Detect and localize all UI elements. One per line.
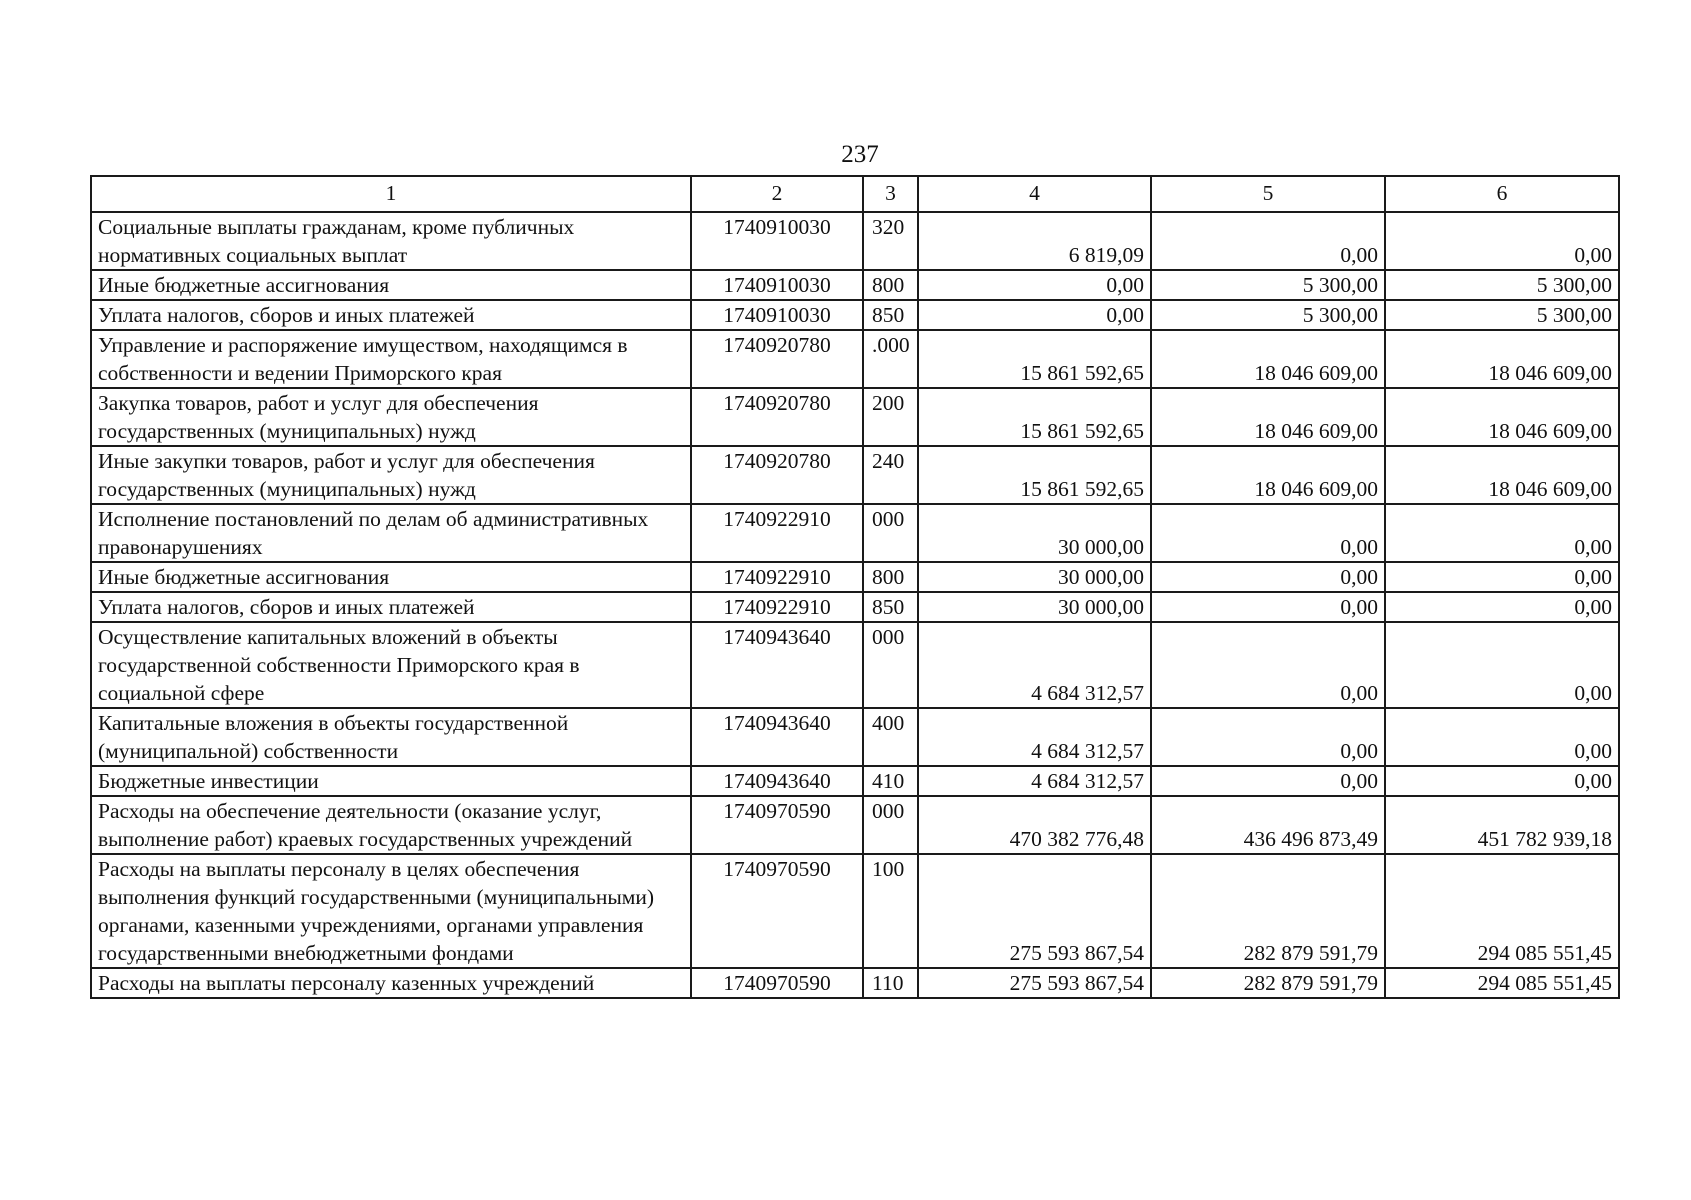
table-row: [91, 708, 1619, 766]
target-article-code-cell: 1740922910: [691, 562, 863, 592]
column-header: 3: [863, 176, 918, 212]
amount-col5-cell: 436 496 873,49: [1151, 796, 1385, 854]
amount-col6-cell: 0,00: [1385, 504, 1619, 562]
target-article-code-cell: 1740970590: [691, 796, 863, 854]
expense-name-cell: Уплата налогов, сборов и иных платежей: [91, 592, 691, 622]
table-body: [91, 212, 1619, 998]
table-row: [91, 766, 1619, 796]
expense-name-cell: Расходы на выплаты персоналу казенных учреждений: [91, 968, 691, 998]
table-row: [91, 504, 1619, 562]
expense-name-cell: Расходы на выплаты персоналу в целях обеспечения выполнения функций государственными (муниципальными) органами, казенными учреждениями, органами управления государственными внебюджетными фондами: [91, 854, 691, 968]
expense-type-code-cell: 400: [863, 708, 918, 766]
table-row: [91, 212, 1619, 270]
amount-col6-cell: 0,00: [1385, 708, 1619, 766]
amount-col5-cell: 282 879 591,79: [1151, 968, 1385, 998]
page-number: 237: [841, 141, 879, 168]
amount-col4-cell: 4 684 312,57: [918, 622, 1151, 708]
amount-col6-cell: 18 046 609,00: [1385, 446, 1619, 504]
amount-col6-cell: 0,00: [1385, 212, 1619, 270]
table-row: [91, 300, 1619, 330]
expense-type-code-cell: 850: [863, 592, 918, 622]
expense-type-code-cell: 200: [863, 388, 918, 446]
expense-name-cell: Закупка товаров, работ и услуг для обеспечения государственных (муниципальных) нужд: [91, 388, 691, 446]
amount-col6-cell: 294 085 551,45: [1385, 854, 1619, 968]
expense-name-cell: Иные закупки товаров, работ и услуг для обеспечения государственных (муниципальных) нужд: [91, 446, 691, 504]
amount-col5-cell: 18 046 609,00: [1151, 388, 1385, 446]
table-row: [91, 592, 1619, 622]
expense-name-cell: Исполнение постановлений по делам об административных правонарушениях: [91, 504, 691, 562]
amount-col4-cell: 30 000,00: [918, 592, 1151, 622]
amount-col5-cell: 0,00: [1151, 504, 1385, 562]
target-article-code-cell: 1740910030: [691, 212, 863, 270]
table-row: [91, 854, 1619, 968]
amount-col5-cell: 0,00: [1151, 562, 1385, 592]
amount-col5-cell: 5 300,00: [1151, 270, 1385, 300]
expense-name-cell: Расходы на обеспечение деятельности (оказание услуг, выполнение работ) краевых государственных учреждений: [91, 796, 691, 854]
expense-name-cell: Иные бюджетные ассигнования: [91, 562, 691, 592]
amount-col6-cell: 294 085 551,45: [1385, 968, 1619, 998]
amount-col6-cell: 0,00: [1385, 622, 1619, 708]
table-row: [91, 562, 1619, 592]
expense-name-cell: Бюджетные инвестиции: [91, 766, 691, 796]
amount-col4-cell: 30 000,00: [918, 562, 1151, 592]
expense-type-code-cell: 800: [863, 270, 918, 300]
table-header-row: [91, 176, 1619, 212]
table-row: [91, 388, 1619, 446]
expense-type-code-cell: 000: [863, 796, 918, 854]
amount-col5-cell: 5 300,00: [1151, 300, 1385, 330]
amount-col4-cell: 15 861 592,65: [918, 330, 1151, 388]
amount-col6-cell: 5 300,00: [1385, 300, 1619, 330]
expense-type-code-cell: 000: [863, 504, 918, 562]
amount-col4-cell: 4 684 312,57: [918, 766, 1151, 796]
expense-type-code-cell: 240: [863, 446, 918, 504]
amount-col4-cell: 275 593 867,54: [918, 854, 1151, 968]
amount-col4-cell: 15 861 592,65: [918, 446, 1151, 504]
amount-col4-cell: 470 382 776,48: [918, 796, 1151, 854]
expense-name-cell: Управление и распоряжение имуществом, находящимся в собственности и ведении Приморского края: [91, 330, 691, 388]
target-article-code-cell: 1740943640: [691, 766, 863, 796]
amount-col5-cell: 0,00: [1151, 622, 1385, 708]
expense-type-code-cell: 410: [863, 766, 918, 796]
expense-name-cell: Иные бюджетные ассигнования: [91, 270, 691, 300]
column-header: 6: [1385, 176, 1619, 212]
expense-type-code-cell: 100: [863, 854, 918, 968]
table-row: [91, 968, 1619, 998]
amount-col4-cell: 0,00: [918, 300, 1151, 330]
column-header: 1: [91, 176, 691, 212]
expense-name-cell: Социальные выплаты гражданам, кроме публичных нормативных социальных выплат: [91, 212, 691, 270]
amount-col6-cell: 5 300,00: [1385, 270, 1619, 300]
target-article-code-cell: 1740920780: [691, 388, 863, 446]
expense-name-cell: Уплата налогов, сборов и иных платежей: [91, 300, 691, 330]
amount-col6-cell: 18 046 609,00: [1385, 330, 1619, 388]
amount-col4-cell: 30 000,00: [918, 504, 1151, 562]
expense-type-code-cell: 850: [863, 300, 918, 330]
amount-col5-cell: 0,00: [1151, 708, 1385, 766]
amount-col6-cell: 0,00: [1385, 592, 1619, 622]
target-article-code-cell: 1740970590: [691, 854, 863, 968]
budget-table: [90, 175, 1620, 999]
amount-col5-cell: 18 046 609,00: [1151, 446, 1385, 504]
amount-col5-cell: 0,00: [1151, 212, 1385, 270]
target-article-code-cell: 1740920780: [691, 330, 863, 388]
amount-col4-cell: 6 819,09: [918, 212, 1151, 270]
target-article-code-cell: 1740922910: [691, 592, 863, 622]
expense-type-code-cell: 110: [863, 968, 918, 998]
table-row: [91, 330, 1619, 388]
table-row: [91, 270, 1619, 300]
amount-col4-cell: 0,00: [918, 270, 1151, 300]
expense-name-cell: Капитальные вложения в объекты государственной (муниципальной) собственности: [91, 708, 691, 766]
amount-col4-cell: 4 684 312,57: [918, 708, 1151, 766]
amount-col5-cell: 0,00: [1151, 766, 1385, 796]
amount-col5-cell: 282 879 591,79: [1151, 854, 1385, 968]
expense-type-code-cell: .000: [863, 330, 918, 388]
amount-col6-cell: 451 782 939,18: [1385, 796, 1619, 854]
target-article-code-cell: 1740943640: [691, 622, 863, 708]
amount-col5-cell: 0,00: [1151, 592, 1385, 622]
column-header: 5: [1151, 176, 1385, 212]
amount-col5-cell: 18 046 609,00: [1151, 330, 1385, 388]
amount-col4-cell: 15 861 592,65: [918, 388, 1151, 446]
amount-col6-cell: 0,00: [1385, 766, 1619, 796]
table-row: [91, 622, 1619, 708]
expense-type-code-cell: 320: [863, 212, 918, 270]
expense-type-code-cell: 000: [863, 622, 918, 708]
target-article-code-cell: 1740922910: [691, 504, 863, 562]
target-article-code-cell: 1740920780: [691, 446, 863, 504]
table-row: [91, 446, 1619, 504]
target-article-code-cell: 1740910030: [691, 300, 863, 330]
expense-name-cell: Осуществление капитальных вложений в объекты государственной собственности Приморского края в социальной сфере: [91, 622, 691, 708]
column-header: 2: [691, 176, 863, 212]
target-article-code-cell: 1740970590: [691, 968, 863, 998]
table-row: [91, 796, 1619, 854]
amount-col6-cell: 0,00: [1385, 562, 1619, 592]
column-header: 4: [918, 176, 1151, 212]
amount-col6-cell: 18 046 609,00: [1385, 388, 1619, 446]
target-article-code-cell: 1740910030: [691, 270, 863, 300]
target-article-code-cell: 1740943640: [691, 708, 863, 766]
expense-type-code-cell: 800: [863, 562, 918, 592]
amount-col4-cell: 275 593 867,54: [918, 968, 1151, 998]
